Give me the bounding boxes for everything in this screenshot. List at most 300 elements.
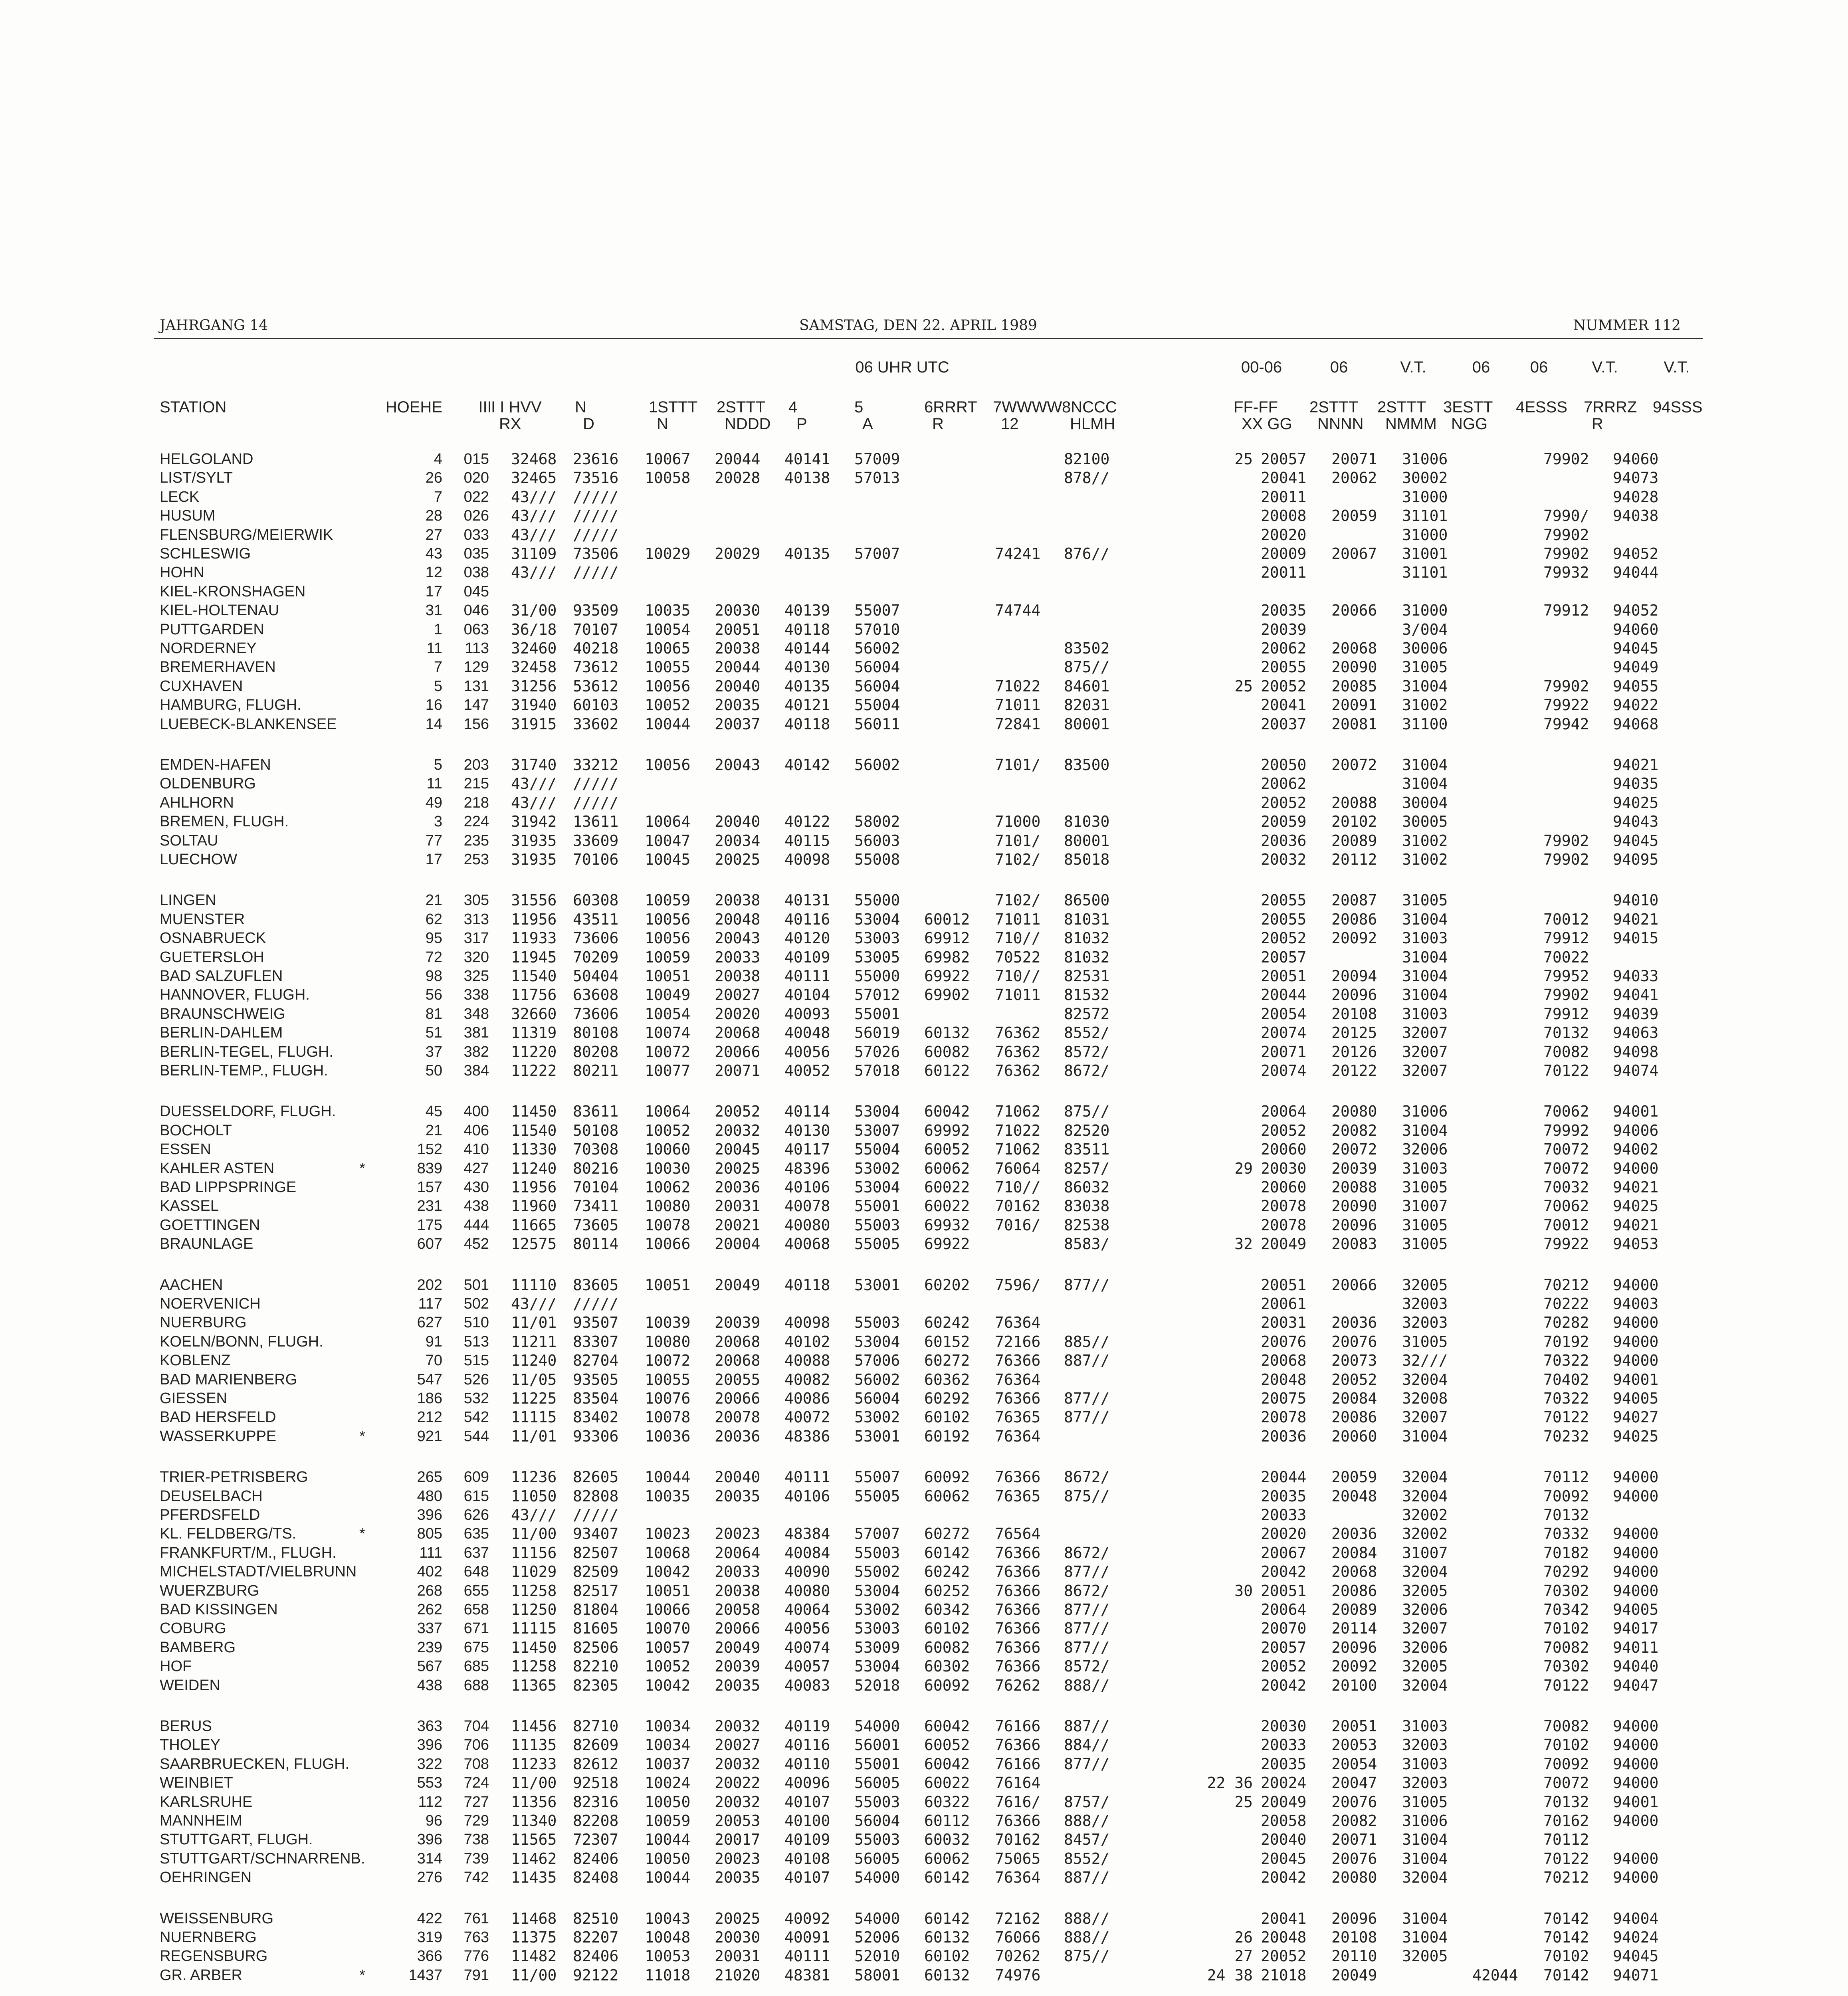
- code-cell: 94028: [1613, 488, 1659, 506]
- code-cell: 43///: [511, 526, 557, 544]
- code-cell: 7596/: [995, 1276, 1041, 1294]
- code-cell: 55007: [854, 1468, 900, 1486]
- code-cell: 20044: [715, 658, 761, 676]
- code-cell: 94068: [1613, 715, 1659, 733]
- code-cell: 20066: [715, 1390, 761, 1407]
- code-cell: 20055: [715, 1370, 761, 1388]
- code-cell: 82100: [1064, 450, 1110, 468]
- code-cell: 20042: [1261, 1563, 1307, 1581]
- code-cell: 69932: [924, 1216, 970, 1234]
- code-cell: 31002: [1402, 851, 1448, 868]
- code-cell: 25: [1234, 677, 1253, 695]
- code-cell: 94055: [1613, 677, 1659, 695]
- code-cell: 10044: [645, 715, 691, 733]
- code-cell: 10080: [645, 1197, 691, 1215]
- code-cell: 10072: [645, 1352, 691, 1370]
- code-cell: 56002: [854, 1370, 900, 1388]
- code-cell: 57026: [854, 1043, 900, 1061]
- code-cell: 32007: [1402, 1062, 1448, 1079]
- hoehe-cell: 45: [425, 1103, 442, 1120]
- code-cell: 20020: [1261, 526, 1307, 544]
- code-cell: 20040: [715, 813, 761, 831]
- code-cell: 31006: [1402, 1812, 1448, 1830]
- code-cell: 53002: [854, 1408, 900, 1426]
- code-cell: 94039: [1613, 1005, 1659, 1023]
- code-cell: 79922: [1543, 696, 1589, 714]
- station-name: BERLIN-TEMP., FLUGH.: [160, 1062, 328, 1079]
- col-hoehe: HOEHE: [385, 398, 442, 416]
- code-cell: 20092: [1331, 1657, 1377, 1675]
- code-cell: 94021: [1613, 910, 1659, 928]
- station-id-cell: 704: [463, 1718, 489, 1735]
- code-cell: 20035: [1261, 602, 1307, 620]
- code-cell: 31000: [1402, 526, 1448, 544]
- hoehe-cell: 402: [417, 1563, 442, 1580]
- code-cell: 53612: [573, 677, 619, 695]
- code-cell: 60302: [924, 1657, 970, 1675]
- code-cell: 94025: [1613, 1427, 1659, 1445]
- code-cell: 57007: [854, 1525, 900, 1543]
- code-cell: 20112: [1331, 851, 1377, 868]
- code-cell: 31007: [1402, 1544, 1448, 1562]
- code-cell: 76366: [995, 1812, 1041, 1830]
- code-cell: 11456: [511, 1717, 557, 1735]
- col-r3estt-sub: NGG: [1451, 415, 1488, 433]
- code-cell: 70012: [1543, 1216, 1589, 1234]
- code-cell: 20092: [1331, 929, 1377, 947]
- code-cell: 60042: [924, 1755, 970, 1773]
- hoehe-cell: 268: [417, 1582, 442, 1599]
- code-cell: 31101: [1402, 564, 1448, 582]
- code-cell: 31004: [1402, 910, 1448, 928]
- code-cell: 20075: [1261, 1390, 1307, 1407]
- code-cell: 31740: [511, 756, 557, 774]
- code-cell: 10052: [645, 696, 691, 714]
- station-id-cell: 658: [463, 1601, 489, 1618]
- code-cell: 40057: [784, 1657, 830, 1675]
- code-cell: 20071: [1261, 1043, 1307, 1061]
- code-cell: 33212: [573, 756, 619, 774]
- code-cell: 75065: [995, 1849, 1041, 1867]
- code-cell: 81032: [1064, 929, 1110, 947]
- code-cell: 20033: [715, 948, 761, 966]
- col-c5appp-top: 5: [854, 398, 864, 416]
- code-cell: 70102: [1543, 1620, 1589, 1638]
- code-cell: 70282: [1543, 1314, 1589, 1332]
- code-cell: 40086: [784, 1390, 830, 1407]
- code-cell: 20052: [1261, 794, 1307, 812]
- code-cell: 20057: [1261, 450, 1307, 468]
- code-cell: 36/18: [511, 620, 557, 638]
- station-id-cell: 685: [463, 1658, 489, 1675]
- hoehe-cell: 553: [417, 1774, 442, 1792]
- code-cell: 82509: [573, 1563, 619, 1581]
- code-cell: 11156: [511, 1544, 557, 1562]
- code-cell: 20052: [1261, 1947, 1307, 1965]
- code-cell: 20054: [1331, 1755, 1377, 1773]
- code-cell: 53002: [854, 1159, 900, 1177]
- code-cell: 7990/: [1543, 507, 1589, 525]
- code-cell: 20052: [1261, 677, 1307, 695]
- code-cell: 55008: [854, 851, 900, 868]
- code-cell: 20030: [715, 1929, 761, 1946]
- code-cell: 71062: [995, 1103, 1041, 1121]
- header-rule: [154, 338, 1703, 339]
- code-cell: 31005: [1402, 1216, 1448, 1234]
- code-cell: 94063: [1613, 1024, 1659, 1042]
- code-cell: 31935: [511, 832, 557, 849]
- code-cell: 20126: [1331, 1043, 1377, 1061]
- code-cell: 94021: [1613, 1178, 1659, 1196]
- col-r2sttt-sub: NNNN: [1317, 415, 1364, 433]
- code-cell: 94003: [1613, 1295, 1659, 1313]
- code-cell: 60103: [573, 696, 619, 714]
- code-cell: 10037: [645, 1755, 691, 1773]
- code-cell: 888//: [1064, 1676, 1110, 1694]
- code-cell: 32003: [1402, 1314, 1448, 1332]
- code-cell: 11/01: [511, 1427, 557, 1445]
- code-cell: 82408: [573, 1869, 619, 1887]
- station-name: NOERVENICH: [160, 1295, 261, 1312]
- station-id-cell: 706: [463, 1737, 489, 1754]
- code-cell: 72166: [995, 1333, 1041, 1350]
- group-label-r4: 06: [1472, 358, 1490, 376]
- code-cell: 94025: [1613, 794, 1659, 812]
- code-cell: 76365: [995, 1408, 1041, 1426]
- code-cell: 57012: [854, 986, 900, 1004]
- station-id-cell: 218: [463, 794, 489, 811]
- code-cell: 53004: [854, 910, 900, 928]
- code-cell: 10055: [645, 1370, 691, 1388]
- code-cell: 31/00: [511, 602, 557, 620]
- station-id-cell: 020: [463, 469, 489, 487]
- code-cell: 70072: [1543, 1159, 1589, 1177]
- header-center: SAMSTAG, DEN 22. APRIL 1989: [799, 317, 1037, 334]
- hoehe-cell: 91: [425, 1333, 442, 1350]
- code-cell: 81532: [1064, 986, 1110, 1004]
- code-cell: 10059: [645, 948, 691, 966]
- hoehe-cell: 175: [417, 1216, 442, 1234]
- code-cell: 70122: [1543, 1849, 1589, 1867]
- code-cell: 40144: [784, 640, 830, 657]
- code-cell: 55005: [854, 1487, 900, 1505]
- code-cell: 40111: [784, 1468, 830, 1486]
- station-name: GR. ARBER: [160, 1966, 242, 1984]
- code-cell: 94041: [1613, 986, 1659, 1004]
- col-94sss: 94SSS: [1653, 398, 1703, 416]
- col-c7www-sub: 12: [1001, 415, 1019, 433]
- code-cell: 60022: [924, 1197, 970, 1215]
- code-cell: 63608: [573, 986, 619, 1004]
- code-cell: 70142: [1543, 1929, 1589, 1946]
- code-cell: 20044: [1261, 986, 1307, 1004]
- code-cell: 31003: [1402, 1005, 1448, 1023]
- code-cell: 73606: [573, 929, 619, 947]
- code-cell: 94000: [1613, 1849, 1659, 1867]
- code-cell: 60142: [924, 1909, 970, 1927]
- code-cell: 11240: [511, 1159, 557, 1177]
- group-label-r5: 06: [1530, 358, 1548, 376]
- station-name: KL. FELDBERG/TS.: [160, 1525, 297, 1543]
- station-name: LINGEN: [160, 892, 216, 909]
- station-name: WASSERKUPPE: [160, 1428, 277, 1445]
- code-cell: 11/00: [511, 1525, 557, 1543]
- code-cell: 60142: [924, 1869, 970, 1887]
- station-id-cell: 763: [463, 1929, 489, 1946]
- code-cell: 40110: [784, 1755, 830, 1773]
- code-cell: 40093: [784, 1005, 830, 1023]
- station-name: HELGOLAND: [160, 451, 254, 467]
- code-cell: 20062: [1261, 640, 1307, 657]
- code-cell: 60202: [924, 1276, 970, 1294]
- code-cell: 58001: [854, 1966, 900, 1984]
- code-cell: 83511: [1064, 1141, 1110, 1158]
- code-cell: 20048: [1261, 1929, 1307, 1946]
- code-cell: 31256: [511, 677, 557, 695]
- code-cell: /////: [573, 1506, 619, 1524]
- code-cell: 20078: [1261, 1197, 1307, 1215]
- code-cell: 20033: [1261, 1736, 1307, 1754]
- station-name: KARLSRUHE: [160, 1793, 253, 1810]
- code-cell: 20078: [1261, 1408, 1307, 1426]
- station-name: BREMEN, FLUGH.: [160, 813, 289, 830]
- station-name: OEHRINGEN: [160, 1869, 252, 1886]
- code-cell: 76262: [995, 1676, 1041, 1694]
- station-id-cell: 738: [463, 1831, 489, 1848]
- station-name: BREMERHAVEN: [160, 659, 276, 676]
- code-cell: 20037: [1261, 715, 1307, 733]
- code-cell: /////: [573, 507, 619, 525]
- code-cell: 877//: [1064, 1408, 1110, 1426]
- code-cell: 94053: [1613, 1235, 1659, 1253]
- code-cell: 55004: [854, 696, 900, 714]
- code-cell: /////: [573, 488, 619, 506]
- code-cell: 20036: [1331, 1525, 1377, 1543]
- code-cell: 79902: [1543, 986, 1589, 1004]
- code-cell: 10065: [645, 640, 691, 657]
- station-id-cell: 510: [463, 1314, 489, 1331]
- code-cell: 877//: [1064, 1276, 1110, 1294]
- station-name: FRANKFURT/M., FLUGH.: [160, 1544, 337, 1561]
- station-id-cell: 035: [463, 545, 489, 562]
- code-cell: 20049: [1261, 1793, 1307, 1811]
- code-cell: 30002: [1402, 469, 1448, 487]
- col-c7www-top: 7WWWW: [993, 398, 1062, 416]
- code-cell: 8552/: [1064, 1849, 1110, 1867]
- code-cell: 60082: [924, 1638, 970, 1656]
- code-cell: 40080: [784, 1216, 830, 1234]
- code-cell: 888//: [1064, 1909, 1110, 1927]
- code-cell: 82406: [573, 1849, 619, 1867]
- code-cell: 83307: [573, 1333, 619, 1350]
- station-name: BERLIN-TEGEL, FLUGH.: [160, 1043, 333, 1060]
- code-cell: 11960: [511, 1197, 557, 1215]
- station-name: DEUSELBACH: [160, 1487, 263, 1505]
- station-id-cell: 156: [463, 715, 489, 733]
- code-cell: 80001: [1064, 715, 1110, 733]
- code-cell: 71062: [995, 1141, 1041, 1158]
- code-cell: 56004: [854, 1812, 900, 1830]
- code-cell: 10078: [645, 1408, 691, 1426]
- hoehe-cell: 27: [425, 526, 442, 543]
- code-cell: 20088: [1331, 1178, 1377, 1196]
- code-cell: 20033: [1261, 1506, 1307, 1524]
- code-cell: 55003: [854, 1314, 900, 1332]
- code-cell: 875//: [1064, 1487, 1110, 1505]
- code-cell: 31003: [1402, 1755, 1448, 1773]
- code-cell: 94047: [1613, 1676, 1659, 1694]
- code-cell: 20125: [1331, 1024, 1377, 1042]
- code-cell: 73506: [573, 545, 619, 562]
- code-cell: 11115: [511, 1408, 557, 1426]
- code-cell: 23616: [573, 450, 619, 468]
- code-cell: 94000: [1613, 1314, 1659, 1332]
- code-cell: 43///: [511, 775, 557, 793]
- station-id-cell: 430: [463, 1179, 489, 1196]
- code-cell: 92122: [573, 1966, 619, 1984]
- code-cell: 55000: [854, 967, 900, 985]
- code-cell: 83038: [1064, 1197, 1110, 1215]
- code-cell: 7101/: [995, 832, 1041, 849]
- station-id-cell: 542: [463, 1409, 489, 1426]
- code-cell: 60092: [924, 1468, 970, 1486]
- code-cell: 20049: [715, 1276, 761, 1294]
- code-cell: 55003: [854, 1831, 900, 1849]
- code-cell: 40115: [784, 832, 830, 849]
- code-cell: 79902: [1543, 851, 1589, 868]
- station-name: LIST/SYLT: [160, 469, 233, 487]
- code-cell: 94043: [1613, 813, 1659, 831]
- code-cell: 31940: [511, 696, 557, 714]
- code-cell: 32005: [1402, 1947, 1448, 1965]
- code-cell: 82207: [573, 1929, 619, 1946]
- code-cell: 32004: [1402, 1676, 1448, 1694]
- code-cell: 60308: [573, 891, 619, 909]
- code-cell: 10044: [645, 1831, 691, 1849]
- station-name: REGENSBURG: [160, 1948, 268, 1965]
- code-cell: 80114: [573, 1235, 619, 1253]
- code-cell: 82808: [573, 1487, 619, 1505]
- code-cell: 20051: [1261, 1276, 1307, 1294]
- station-name: NUERBURG: [160, 1314, 247, 1331]
- station-id-cell: 381: [463, 1024, 489, 1042]
- code-cell: 11258: [511, 1657, 557, 1675]
- code-cell: 20064: [1261, 1103, 1307, 1121]
- code-cell: 40106: [784, 1178, 830, 1196]
- code-cell: 20036: [1261, 832, 1307, 849]
- station-id-cell: 515: [463, 1352, 489, 1369]
- code-cell: 53003: [854, 1620, 900, 1638]
- code-cell: 76364: [995, 1869, 1041, 1887]
- code-cell: 10066: [645, 1601, 691, 1618]
- code-cell: 20052: [715, 1103, 761, 1121]
- code-cell: 32002: [1402, 1506, 1448, 1524]
- code-cell: 20043: [715, 756, 761, 774]
- station-id-cell: 502: [463, 1295, 489, 1312]
- code-cell: 80211: [573, 1062, 619, 1079]
- station-id-cell: 729: [463, 1812, 489, 1829]
- code-cell: /////: [573, 1295, 619, 1313]
- code-cell: 20051: [1261, 967, 1307, 985]
- code-cell: 20039: [1331, 1159, 1377, 1177]
- code-cell: 20053: [1331, 1736, 1377, 1754]
- station-name: BOCHOLT: [160, 1122, 232, 1139]
- group-06-uhr-utc: 06 UHR UTC: [855, 358, 949, 376]
- code-cell: 11450: [511, 1638, 557, 1656]
- code-cell: 60132: [924, 1024, 970, 1042]
- code-cell: 30005: [1402, 813, 1448, 831]
- code-cell: 10039: [645, 1314, 691, 1332]
- code-cell: 31006: [1402, 450, 1448, 468]
- hoehe-cell: 49: [425, 794, 442, 811]
- code-cell: 10036: [645, 1427, 691, 1445]
- code-cell: 76366: [995, 1638, 1041, 1656]
- code-cell: 10024: [645, 1774, 691, 1792]
- code-cell: 20057: [1261, 1638, 1307, 1656]
- code-cell: 10056: [645, 929, 691, 947]
- station-name: LUEBECK-BLANKENSEE: [160, 715, 337, 733]
- code-cell: 70332: [1543, 1525, 1589, 1543]
- code-cell: 20090: [1331, 1197, 1377, 1215]
- code-cell: 32003: [1402, 1736, 1448, 1754]
- code-cell: 33609: [573, 832, 619, 849]
- code-cell: 8757/: [1064, 1793, 1110, 1811]
- code-cell: 20082: [1331, 1812, 1377, 1830]
- code-cell: 94045: [1613, 832, 1659, 849]
- code-cell: 53004: [854, 1657, 900, 1675]
- hoehe-cell: 56: [425, 986, 442, 1004]
- code-cell: 11540: [511, 1121, 557, 1139]
- station-id-cell: 438: [463, 1198, 489, 1215]
- station-name: HANNOVER, FLUGH.: [160, 986, 310, 1004]
- station-id-cell: 203: [463, 756, 489, 773]
- code-cell: 72162: [995, 1909, 1041, 1927]
- code-cell: 31005: [1402, 1793, 1448, 1811]
- code-cell: 70092: [1543, 1487, 1589, 1505]
- code-cell: 40107: [784, 1793, 830, 1811]
- code-cell: 53004: [854, 1178, 900, 1196]
- code-cell: 40098: [784, 1314, 830, 1332]
- station-id-cell: 739: [463, 1850, 489, 1867]
- code-cell: 885//: [1064, 1333, 1110, 1350]
- code-cell: 72841: [995, 715, 1041, 733]
- station-id-cell: 532: [463, 1390, 489, 1407]
- code-cell: 76366: [995, 1582, 1041, 1600]
- hoehe-cell: 62: [425, 911, 442, 928]
- station-name: WEIDEN: [160, 1677, 220, 1694]
- code-cell: 20035: [715, 1487, 761, 1505]
- code-cell: 878//: [1064, 469, 1110, 487]
- code-cell: 10055: [645, 658, 691, 676]
- code-cell: 31002: [1402, 832, 1448, 849]
- code-cell: 10062: [645, 1178, 691, 1196]
- code-cell: 76366: [995, 1601, 1041, 1618]
- station-id-cell: 791: [463, 1966, 489, 1984]
- code-cell: 31915: [511, 715, 557, 733]
- code-cell: 32460: [511, 640, 557, 657]
- code-cell: 70062: [1543, 1103, 1589, 1121]
- code-cell: 94005: [1613, 1390, 1659, 1407]
- code-cell: /////: [573, 526, 619, 544]
- code-cell: 8672/: [1064, 1544, 1110, 1562]
- hoehe-cell: 111: [419, 1544, 442, 1561]
- hoehe-cell: 17: [425, 583, 442, 600]
- code-cell: 79902: [1543, 677, 1589, 695]
- code-cell: 76366: [995, 1736, 1041, 1754]
- code-cell: 20040: [715, 677, 761, 695]
- code-cell: 79902: [1543, 832, 1589, 849]
- hoehe-cell: 77: [425, 832, 442, 849]
